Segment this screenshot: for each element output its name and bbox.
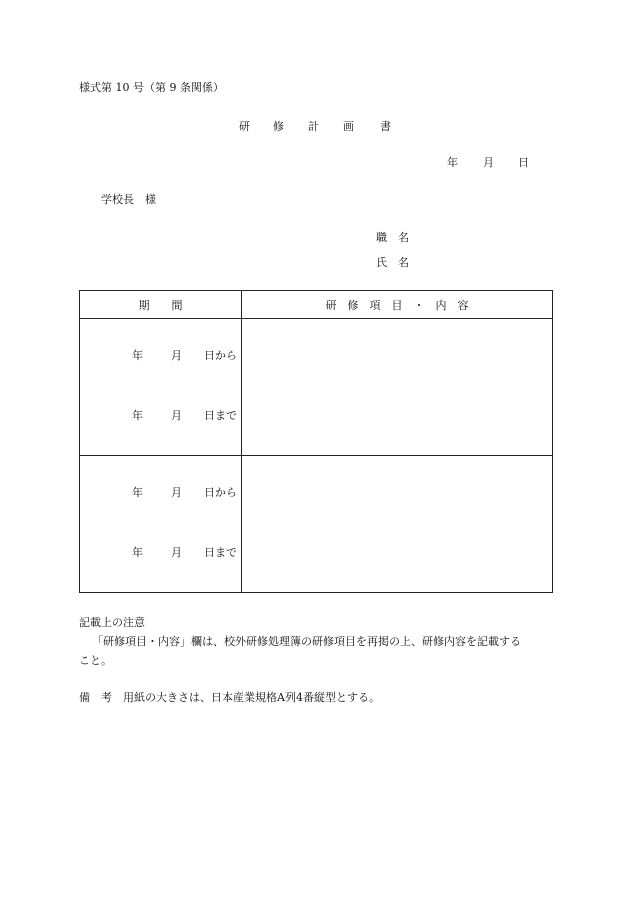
period-cell[interactable]: [80, 456, 242, 593]
to-day: 日まで: [204, 409, 237, 422]
notes-body: こと。: [79, 654, 112, 667]
from-year: 年: [132, 349, 143, 362]
from-month: 月: [171, 349, 182, 362]
from-day: 日から: [204, 349, 237, 362]
to-month: 月: [171, 409, 182, 422]
period-header: 期 間: [80, 291, 242, 319]
title-char: 書: [380, 120, 391, 133]
to-day: 日まで: [204, 546, 237, 559]
remarks: 備 考 用紙の大きさは、日本産業規格A列4番縦型とする。: [79, 691, 380, 704]
table-header-row: [80, 291, 553, 319]
form-number: 様式第 10 号（第 9 条関係）: [79, 81, 224, 94]
training-plan-table: [79, 290, 553, 593]
title-char: 修: [273, 120, 284, 133]
content-header: 研 修 項 目 ・ 内 容: [242, 291, 553, 319]
content-cell[interactable]: [242, 456, 553, 593]
to-year: 年: [132, 546, 143, 559]
addressee: 学校長 様: [101, 193, 156, 206]
title-char: 研: [239, 120, 250, 133]
title-char: 画: [343, 120, 354, 133]
title-char: 計: [308, 120, 319, 133]
content-cell[interactable]: [242, 319, 553, 456]
from-month: 月: [171, 486, 182, 499]
notes-heading: 記載上の注意: [79, 616, 145, 629]
period-cell[interactable]: [80, 319, 242, 456]
name-label: 氏 名: [376, 256, 409, 269]
date-day: 日: [518, 156, 529, 169]
table-row: [80, 456, 553, 593]
post-label: 職 名: [376, 231, 409, 244]
from-day: 日から: [204, 486, 237, 499]
notes-body: 「研修項目・内容」欄は、校外研修処理簿の研修項目を再掲の上、研修内容を記載する: [92, 635, 521, 648]
date-year: 年: [447, 156, 458, 169]
to-month: 月: [171, 546, 182, 559]
date-month: 月: [483, 156, 494, 169]
to-year: 年: [132, 409, 143, 422]
from-year: 年: [132, 486, 143, 499]
table-row: [80, 319, 553, 456]
